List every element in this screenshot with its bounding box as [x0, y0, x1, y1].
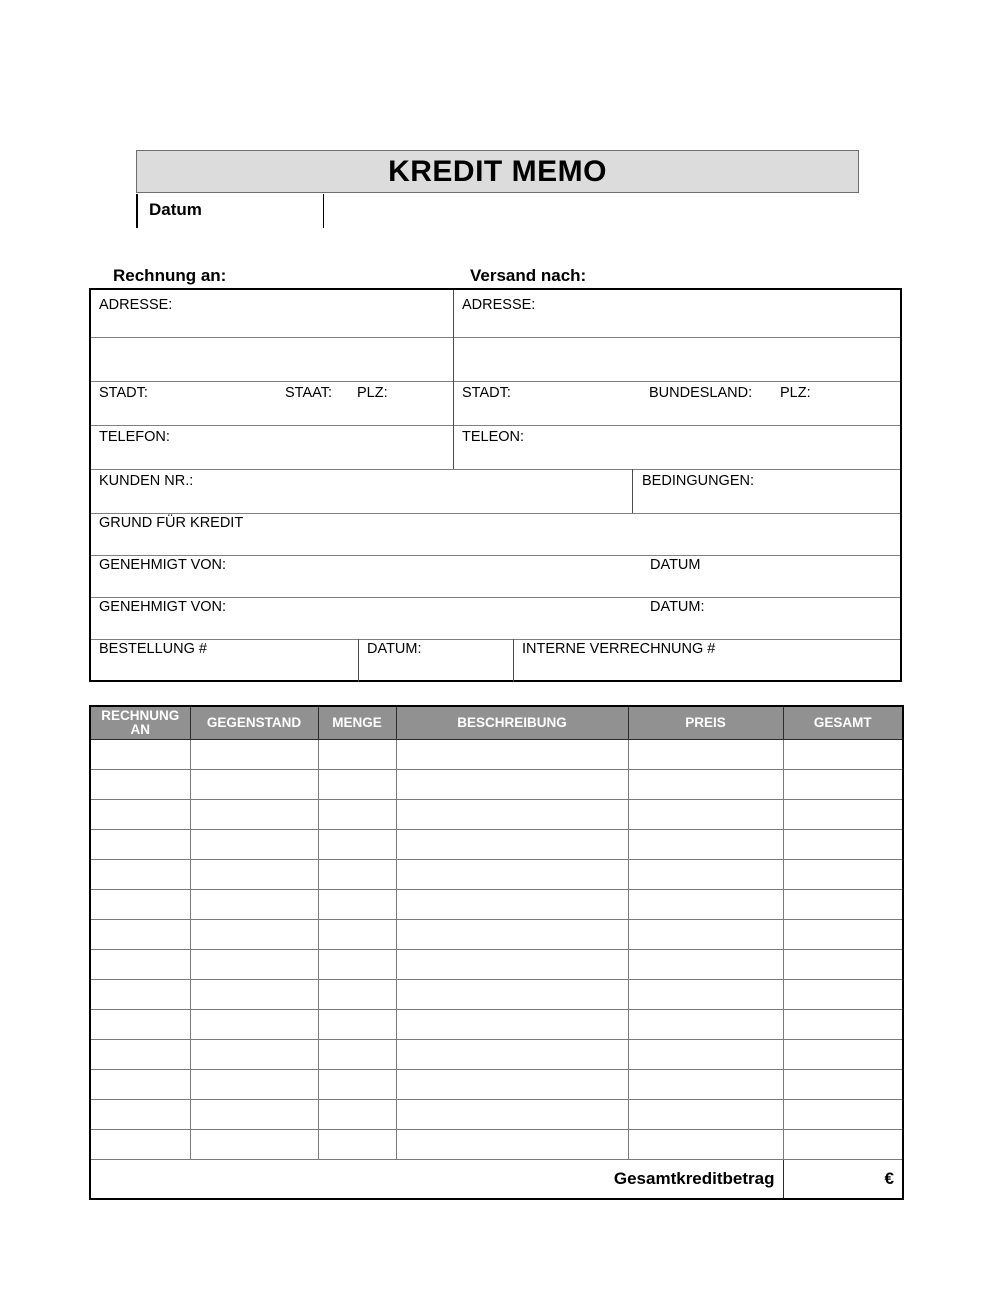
address-column-divider [453, 290, 454, 469]
table-cell[interactable] [628, 860, 783, 890]
table-row [90, 980, 903, 1010]
table-cell[interactable] [90, 950, 190, 980]
table-row [90, 890, 903, 920]
ship-to-zip-input[interactable] [813, 382, 895, 422]
internal-charge-divider [513, 639, 514, 682]
table-cell[interactable] [783, 740, 903, 770]
ship-to-state-label: BUNDESLAND: [649, 385, 753, 401]
table-cell[interactable] [628, 740, 783, 770]
table-cell[interactable] [783, 1010, 903, 1040]
table-cell[interactable] [628, 830, 783, 860]
terms-input[interactable] [756, 470, 896, 510]
ship-to-heading: Versand nach: [470, 266, 587, 285]
table-cell[interactable] [783, 1100, 903, 1130]
table-cell[interactable] [783, 1040, 903, 1070]
ship-to-city-label: STADT: [462, 385, 511, 401]
table-cell[interactable] [318, 860, 396, 890]
approved-by-1-label: GENEHMIGT VON: [99, 557, 227, 573]
table-total-row [90, 1160, 903, 1200]
bill-to-state-label: STAAT: [285, 385, 332, 401]
purchase-order-input[interactable] [216, 640, 354, 681]
table-cell[interactable] [628, 800, 783, 830]
table-cell[interactable] [190, 830, 318, 860]
table-cell[interactable] [90, 1130, 190, 1160]
table-row [90, 860, 903, 890]
table-row [90, 1100, 903, 1130]
table-cell[interactable] [318, 1070, 396, 1100]
column-header-quantity: MENGE [318, 706, 396, 740]
date-row [136, 194, 861, 228]
purchase-order-date-label: DATUM: [367, 641, 422, 657]
table-body [90, 740, 903, 1160]
document-title-bar [136, 150, 859, 193]
ship-to-address2-input[interactable] [459, 339, 896, 379]
table-cell[interactable] [783, 1130, 903, 1160]
table-cell[interactable] [783, 860, 903, 890]
bill-to-phone-input[interactable] [189, 426, 447, 466]
approved-by-1-input[interactable] [221, 556, 641, 594]
table-cell[interactable] [90, 800, 190, 830]
line-items-table [89, 705, 904, 1200]
bill-to-city-input[interactable] [157, 382, 277, 422]
table-cell[interactable] [190, 1130, 318, 1160]
table-cell[interactable] [628, 1100, 783, 1130]
table-row [90, 1070, 903, 1100]
table-row [90, 1010, 903, 1040]
table-cell[interactable] [396, 1010, 628, 1040]
table-cell[interactable] [90, 1040, 190, 1070]
total-credit-value[interactable]: € [783, 1160, 903, 1200]
po-date-divider [358, 639, 359, 682]
table-cell[interactable] [190, 740, 318, 770]
column-header-bill-to: RECHNUNG AN [90, 706, 190, 740]
table-cell[interactable] [90, 740, 190, 770]
table-cell[interactable] [190, 890, 318, 920]
credit-reason-input[interactable] [291, 514, 896, 552]
table-cell[interactable] [318, 950, 396, 980]
table-cell[interactable] [190, 980, 318, 1010]
table-cell[interactable] [190, 920, 318, 950]
table-cell[interactable] [190, 950, 318, 980]
approved-by-2-input[interactable] [221, 598, 641, 636]
table-row [90, 1130, 903, 1160]
table-cell[interactable] [318, 980, 396, 1010]
ship-to-address-input[interactable] [546, 292, 896, 335]
table-cell[interactable] [783, 890, 903, 920]
table-cell[interactable] [783, 830, 903, 860]
table-cell[interactable] [90, 830, 190, 860]
customer-number-label: KUNDEN NR.: [99, 473, 194, 489]
purchase-order-date-input[interactable] [436, 640, 510, 681]
approved-date-2-input[interactable] [731, 598, 895, 636]
table-row [90, 770, 903, 800]
bill-to-heading: Rechnung an: [113, 266, 227, 285]
table-cell[interactable] [318, 1100, 396, 1130]
table-cell[interactable] [90, 860, 190, 890]
table-cell[interactable] [396, 890, 628, 920]
table-cell[interactable] [628, 980, 783, 1010]
bill-to-address2-input[interactable] [95, 339, 447, 379]
date-label: Datum [149, 200, 202, 219]
bill-to-zip-input[interactable] [391, 382, 446, 422]
internal-charge-input[interactable] [711, 640, 896, 681]
table-cell[interactable] [628, 1070, 783, 1100]
ship-to-phone-label: TELEON: [462, 429, 525, 445]
date-input[interactable] [323, 194, 861, 228]
table-cell[interactable] [190, 1010, 318, 1040]
approved-date-1-label: DATUM [650, 557, 701, 573]
table-cell[interactable] [783, 770, 903, 800]
table-cell[interactable] [783, 950, 903, 980]
ship-to-address-label: ADRESSE: [462, 297, 536, 313]
table-cell[interactable] [396, 1100, 628, 1130]
ship-to-zip-label: PLZ: [780, 385, 811, 401]
approved-by-2-label: GENEHMIGT VON: [99, 599, 227, 615]
table-cell[interactable] [318, 1130, 396, 1160]
table-cell[interactable] [318, 770, 396, 800]
table-header-row [90, 706, 903, 740]
column-header-description: BESCHREIBUNG [396, 706, 628, 740]
table-cell[interactable] [190, 800, 318, 830]
table-cell[interactable] [396, 1040, 628, 1070]
column-header-total: GESAMT [783, 706, 903, 740]
table-row [90, 800, 903, 830]
bill-to-state-input[interactable] [344, 382, 354, 422]
internal-charge-label: INTERNE VERRECHNUNG # [522, 641, 716, 657]
table-cell[interactable] [396, 1130, 628, 1160]
table-row [90, 920, 903, 950]
table-cell[interactable] [628, 1130, 783, 1160]
table-cell[interactable] [318, 800, 396, 830]
page-title: KREDIT MEMO [388, 154, 607, 188]
table-cell[interactable] [90, 890, 190, 920]
table-cell[interactable] [396, 950, 628, 980]
customer-info-block [89, 288, 902, 682]
credit-reason-label: GRUND FÜR KREDIT [99, 515, 244, 531]
table-cell[interactable] [318, 1040, 396, 1070]
table-cell[interactable] [396, 920, 628, 950]
ship-to-state-input[interactable] [761, 382, 775, 422]
table-row [90, 950, 903, 980]
table-cell[interactable] [628, 920, 783, 950]
table-cell[interactable] [783, 920, 903, 950]
total-credit-label: Gesamtkreditbetrag [90, 1160, 783, 1200]
table-cell[interactable] [318, 1010, 396, 1040]
table-cell[interactable] [396, 860, 628, 890]
table-cell[interactable] [90, 1010, 190, 1040]
table-cell[interactable] [190, 1100, 318, 1130]
table-cell[interactable] [783, 980, 903, 1010]
purchase-order-label: BESTELLUNG # [99, 641, 207, 657]
table-cell[interactable] [90, 1100, 190, 1130]
table-cell[interactable] [90, 1070, 190, 1100]
ship-to-phone-input[interactable] [546, 426, 896, 466]
table-cell[interactable] [318, 830, 396, 860]
column-header-item: GEGENSTAND [190, 706, 318, 740]
table-cell[interactable] [318, 740, 396, 770]
table-row [90, 1040, 903, 1070]
table-cell[interactable] [318, 920, 396, 950]
table-cell[interactable] [628, 1010, 783, 1040]
bill-to-phone-label: TELEFON: [99, 429, 170, 445]
table-cell[interactable] [396, 830, 628, 860]
table-cell[interactable] [396, 980, 628, 1010]
info-divider-1 [91, 337, 900, 338]
table-cell[interactable] [628, 890, 783, 920]
table-cell[interactable] [190, 770, 318, 800]
table-cell[interactable] [90, 770, 190, 800]
customer-number-input[interactable] [201, 470, 626, 510]
approved-date-2-label: DATUM: [650, 599, 705, 615]
table-cell[interactable] [396, 800, 628, 830]
table-cell[interactable] [396, 740, 628, 770]
ship-to-city-input[interactable] [521, 382, 641, 422]
table-cell[interactable] [190, 1040, 318, 1070]
bill-to-zip-label: PLZ: [357, 385, 388, 401]
bill-to-address-label: ADRESSE: [99, 297, 173, 313]
table-row [90, 740, 903, 770]
table-cell[interactable] [628, 950, 783, 980]
terms-label: BEDINGUNGEN: [642, 473, 754, 489]
table-cell[interactable] [783, 800, 903, 830]
table-cell[interactable] [783, 1070, 903, 1100]
terms-divider [632, 469, 633, 513]
table-cell[interactable] [396, 1070, 628, 1100]
table-cell[interactable] [90, 920, 190, 950]
table-cell[interactable] [90, 980, 190, 1010]
bill-to-city-label: STADT: [99, 385, 148, 401]
table-cell[interactable] [190, 1070, 318, 1100]
table-cell[interactable] [190, 860, 318, 890]
column-header-price: PREIS [628, 706, 783, 740]
table-cell[interactable] [396, 770, 628, 800]
table-cell[interactable] [628, 1040, 783, 1070]
table-row [90, 830, 903, 860]
bill-to-address-input[interactable] [181, 292, 446, 335]
table-cell[interactable] [628, 770, 783, 800]
approved-date-1-input[interactable] [725, 556, 895, 594]
table-cell[interactable] [318, 890, 396, 920]
